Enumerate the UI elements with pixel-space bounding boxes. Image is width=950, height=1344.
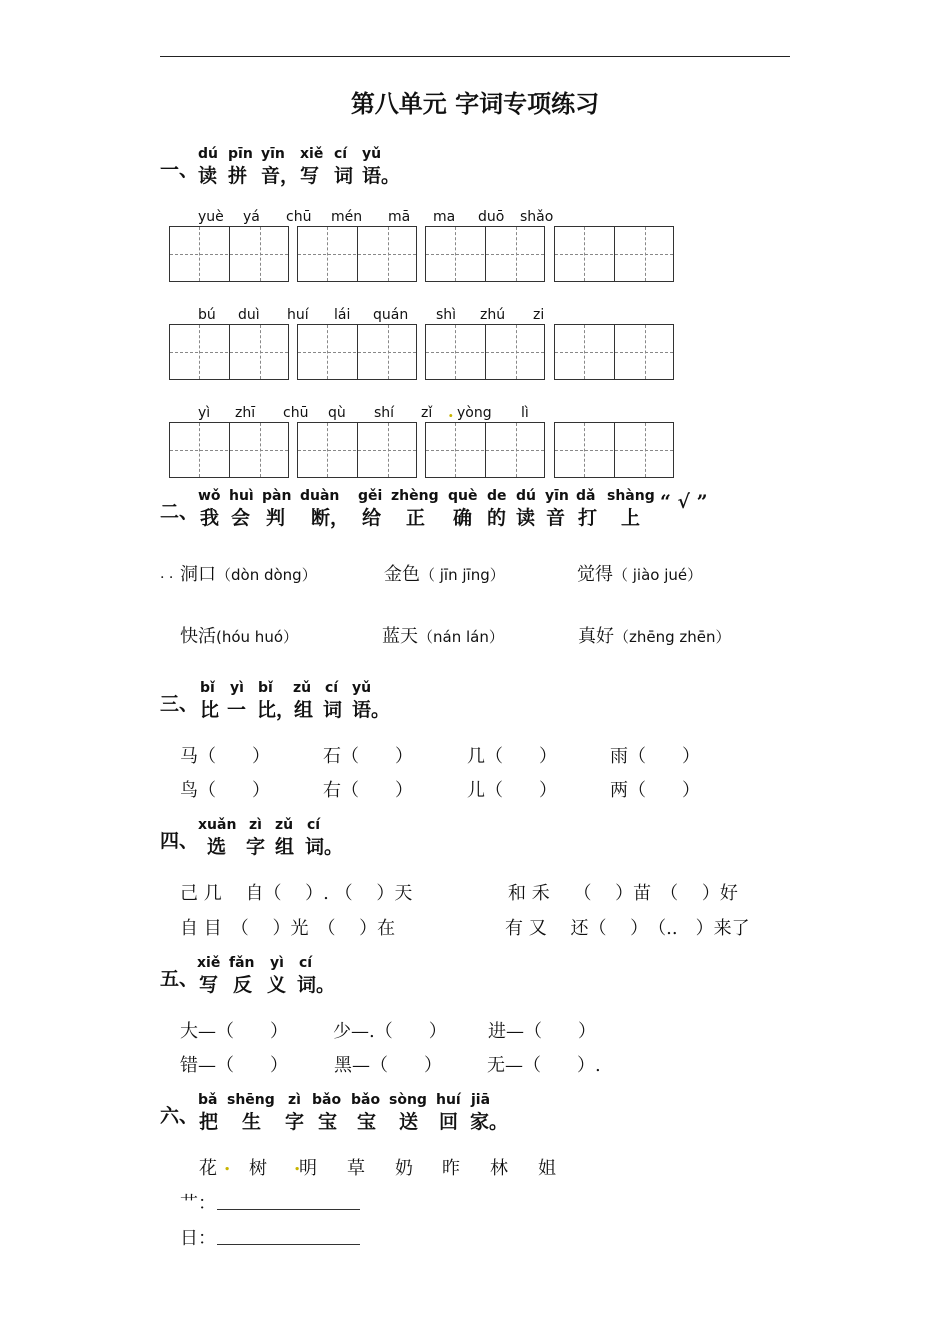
s3-hz-3: 组: [294, 699, 314, 721]
section-1-number: 一、: [160, 159, 199, 181]
choose-row-2b[interactable]: 有 又 还（ ） （.. ）来了: [505, 918, 750, 939]
s6-hz-3: 宝: [318, 1111, 338, 1133]
writing-grid[interactable]: [425, 226, 545, 282]
char-card[interactable]: 草: [347, 1158, 365, 1179]
s6-hz-4: 宝: [357, 1111, 377, 1133]
s4-py-1: zì: [249, 817, 262, 833]
writing-grid[interactable]: [169, 324, 289, 380]
char-card[interactable]: 林: [490, 1158, 508, 1179]
char-card[interactable]: 姐: [538, 1158, 556, 1179]
r2-py-6: zhú: [480, 307, 506, 323]
choice-item-1: 洞口（dòn dòng）: [180, 564, 317, 585]
s1-hz-0: 读: [198, 165, 218, 187]
section-4-number: 四、: [160, 830, 199, 852]
s5-py-2: yì: [270, 955, 284, 971]
writing-grid[interactable]: [425, 324, 545, 380]
s5-py-3: cí: [299, 955, 313, 971]
r3-py-3: qù: [328, 405, 346, 421]
s2-py-6: què: [448, 488, 478, 504]
choice-item-3: 觉得（ jiào jué）: [577, 564, 703, 585]
section-3-number: 三、: [160, 693, 199, 715]
writing-grid[interactable]: [297, 324, 417, 380]
s2-py-11: shàng: [607, 488, 655, 504]
s2-hz-1: 会: [231, 507, 251, 529]
writing-grid[interactable]: [554, 422, 674, 478]
r2-py-7: zi: [533, 307, 545, 323]
compare-item[interactable]: 马（ ）: [180, 746, 270, 767]
r2-py-3: lái: [334, 307, 351, 323]
choice-item-4: 快活(hóu huó）: [180, 626, 299, 647]
char-card[interactable]: 昨: [442, 1158, 460, 1179]
r2-py-5: shì: [436, 307, 457, 323]
compare-item[interactable]: 雨（ ）: [610, 746, 700, 767]
s4-hz-2: 组: [275, 836, 295, 858]
char-card[interactable]: 花: [199, 1158, 217, 1179]
writing-grid[interactable]: [554, 324, 674, 380]
s2-py-9: yīn: [545, 488, 569, 504]
r1-py-2: chū: [286, 209, 312, 225]
s2-py-3: duàn: [300, 488, 340, 504]
s4-hz-3: 词。: [305, 836, 344, 858]
r1-py-0: yuè: [198, 209, 224, 225]
antonym-item[interactable]: 错—（ ）: [180, 1055, 288, 1076]
antonym-item[interactable]: 进—（ ）: [488, 1021, 596, 1042]
s6-hz-7: 家。: [470, 1111, 509, 1133]
s2-hz-0: 我: [200, 507, 220, 529]
choose-row-1b[interactable]: 和 禾 （ ）苗 （ ）好: [508, 883, 738, 904]
s2-py-10: dǎ: [576, 488, 596, 504]
s4-hz-1: 字: [246, 836, 266, 858]
r1-py-4: mā: [388, 209, 411, 225]
s2-hz-10: 打: [578, 507, 598, 529]
yellow-dot: .: [294, 1154, 301, 1175]
answer-line-grass[interactable]: [217, 1209, 360, 1210]
s4-py-3: cí: [307, 817, 321, 833]
writing-grid[interactable]: [297, 422, 417, 478]
s2-hz-11: 上: [621, 507, 641, 529]
s2-hz-5: 正: [406, 507, 426, 529]
s5-hz-3: 词。: [297, 974, 336, 996]
s2-hz-4: 给: [362, 507, 382, 529]
s1-hz-4: 词: [334, 165, 354, 187]
s3-hz-1: 一: [227, 699, 247, 721]
choose-row-1a[interactable]: 己 几 自（ ）. （ ）天: [180, 883, 413, 904]
s1-hz-2: 音，: [261, 165, 300, 187]
dots-mark: . .: [160, 566, 174, 582]
answer-line-sun[interactable]: [217, 1244, 360, 1245]
r1-py-5: ma: [433, 209, 456, 225]
s3-py-4: cí: [325, 680, 339, 696]
page-title: 第八单元 字词专项练习: [350, 89, 600, 118]
s6-py-6: huí: [436, 1092, 461, 1108]
r1-py-7: shǎo: [520, 209, 554, 225]
s3-py-3: zǔ: [293, 680, 312, 696]
compare-item[interactable]: 石（ ）: [323, 746, 413, 767]
r1-py-6: duō: [478, 209, 505, 225]
r3-py-6: yòng: [457, 405, 492, 421]
s2-py-7: de: [487, 488, 507, 504]
s1-py-4: cí: [334, 146, 348, 162]
top-rule: [160, 56, 790, 57]
compare-item[interactable]: 儿（ ）: [467, 780, 557, 801]
s6-hz-2: 字: [285, 1111, 305, 1133]
s6-py-5: sòng: [389, 1092, 427, 1108]
s1-py-3: xiě: [300, 146, 324, 162]
writing-grid[interactable]: [169, 422, 289, 478]
s2-py-1: huì: [229, 488, 254, 504]
s4-hz-0: 选: [207, 836, 227, 858]
s2-py-5: zhèng: [391, 488, 439, 504]
antonym-item[interactable]: 无—（ ）.: [487, 1055, 601, 1076]
s1-py-2: yīn: [261, 146, 285, 162]
yellow-dot: .: [448, 402, 454, 421]
s1-py-5: yǔ: [362, 146, 382, 162]
s3-py-5: yǔ: [352, 680, 372, 696]
compare-item[interactable]: 几（ ）: [467, 746, 557, 767]
s6-py-3: bǎo: [312, 1092, 342, 1108]
s6-hz-6: 回: [439, 1111, 459, 1133]
choice-item-2: 金色（ jīn jīng）: [384, 564, 505, 585]
choice-item-6: 真好（zhēng zhēn）: [578, 626, 731, 647]
s5-py-0: xiě: [197, 955, 221, 971]
char-card[interactable]: 奶: [395, 1158, 413, 1179]
section-6-number: 六、: [160, 1105, 199, 1127]
category-label-sun: 日：: [180, 1228, 216, 1249]
s4-py-0: xuǎn: [198, 817, 237, 833]
s6-py-4: bǎo: [351, 1092, 381, 1108]
s3-hz-5: 语。: [352, 699, 391, 721]
s6-py-1: shēng: [227, 1092, 275, 1108]
r1-py-3: mén: [331, 209, 363, 225]
r3-py-1: zhī: [235, 405, 256, 421]
r2-py-1: duì: [238, 307, 260, 323]
s1-hz-1: 拼: [228, 165, 248, 187]
s3-py-2: bǐ: [258, 680, 273, 696]
s2-hz-9: 音: [546, 507, 566, 529]
char-card[interactable]: 树: [249, 1158, 267, 1179]
s2-hz-6: 确: [453, 507, 473, 529]
antonym-item[interactable]: 黑—（ ）: [334, 1055, 442, 1076]
r1-py-1: yá: [243, 209, 260, 225]
s3-hz-4: 词: [323, 699, 343, 721]
writing-grid[interactable]: [169, 226, 289, 282]
choice-item-5: 蓝天（nán lán）: [382, 626, 504, 647]
s6-py-2: zì: [288, 1092, 301, 1108]
s2-hz-7: 的: [487, 507, 507, 529]
r3-py-7: lì: [521, 405, 529, 421]
r3-py-5: zǐ: [421, 405, 433, 421]
s3-hz-0: 比: [200, 699, 220, 721]
s2-hz-3: 断，: [311, 507, 350, 529]
compare-item[interactable]: 两（ ）: [610, 780, 700, 801]
char-card[interactable]: 明: [299, 1158, 317, 1179]
writing-grid[interactable]: [425, 422, 545, 478]
s2-hz-2: 判: [266, 507, 286, 529]
compare-item[interactable]: 右（ ）: [323, 780, 413, 801]
s6-hz-0: 把: [199, 1111, 219, 1133]
r3-py-0: yì: [198, 405, 211, 421]
s5-hz-2: 义: [267, 974, 287, 996]
s2-py-0: wǒ: [198, 488, 221, 504]
antonym-item[interactable]: 少—.（ ）: [333, 1021, 447, 1042]
s5-hz-1: 反: [233, 974, 253, 996]
writing-grid[interactable]: [554, 226, 674, 282]
compare-item[interactable]: 鸟（ ）: [180, 780, 270, 801]
choose-row-2a[interactable]: 自 目 （ ）光 （ ）在: [180, 918, 396, 939]
s6-py-0: bǎ: [198, 1092, 218, 1108]
category-label-grass: 艹：: [180, 1193, 216, 1214]
s2-py-2: pàn: [262, 488, 292, 504]
r3-py-4: shí: [374, 405, 395, 421]
s5-py-1: fǎn: [229, 955, 255, 971]
s1-py-1: pīn: [228, 146, 253, 162]
r2-py-0: bú: [198, 307, 216, 323]
s3-py-0: bǐ: [200, 680, 215, 696]
s2-hz-8: 读: [516, 507, 536, 529]
r3-py-2: chū: [283, 405, 309, 421]
s4-py-2: zǔ: [275, 817, 294, 833]
writing-grid[interactable]: [297, 226, 417, 282]
s6-hz-5: 送: [399, 1111, 419, 1133]
s5-hz-0: 写: [199, 974, 219, 996]
s2-py-8: dú: [516, 488, 536, 504]
yellow-dot: .: [224, 1154, 231, 1175]
s1-py-0: dú: [198, 146, 218, 162]
s6-py-7: jiā: [471, 1092, 491, 1108]
section-5-number: 五、: [160, 968, 199, 990]
s1-hz-3: 写: [300, 165, 320, 187]
checkmark-symbol: “ √ ”: [660, 491, 708, 513]
antonym-item[interactable]: 大—（ ）: [180, 1021, 288, 1042]
s3-py-1: yì: [230, 680, 244, 696]
r2-py-4: quán: [373, 307, 409, 323]
s3-hz-2: 比，: [257, 699, 296, 721]
s2-py-4: gěi: [358, 488, 383, 504]
section-2-number: 二、: [160, 501, 199, 523]
s1-hz-5: 语。: [362, 165, 401, 187]
s6-hz-1: 生: [242, 1111, 262, 1133]
r2-py-2: huí: [287, 307, 309, 323]
